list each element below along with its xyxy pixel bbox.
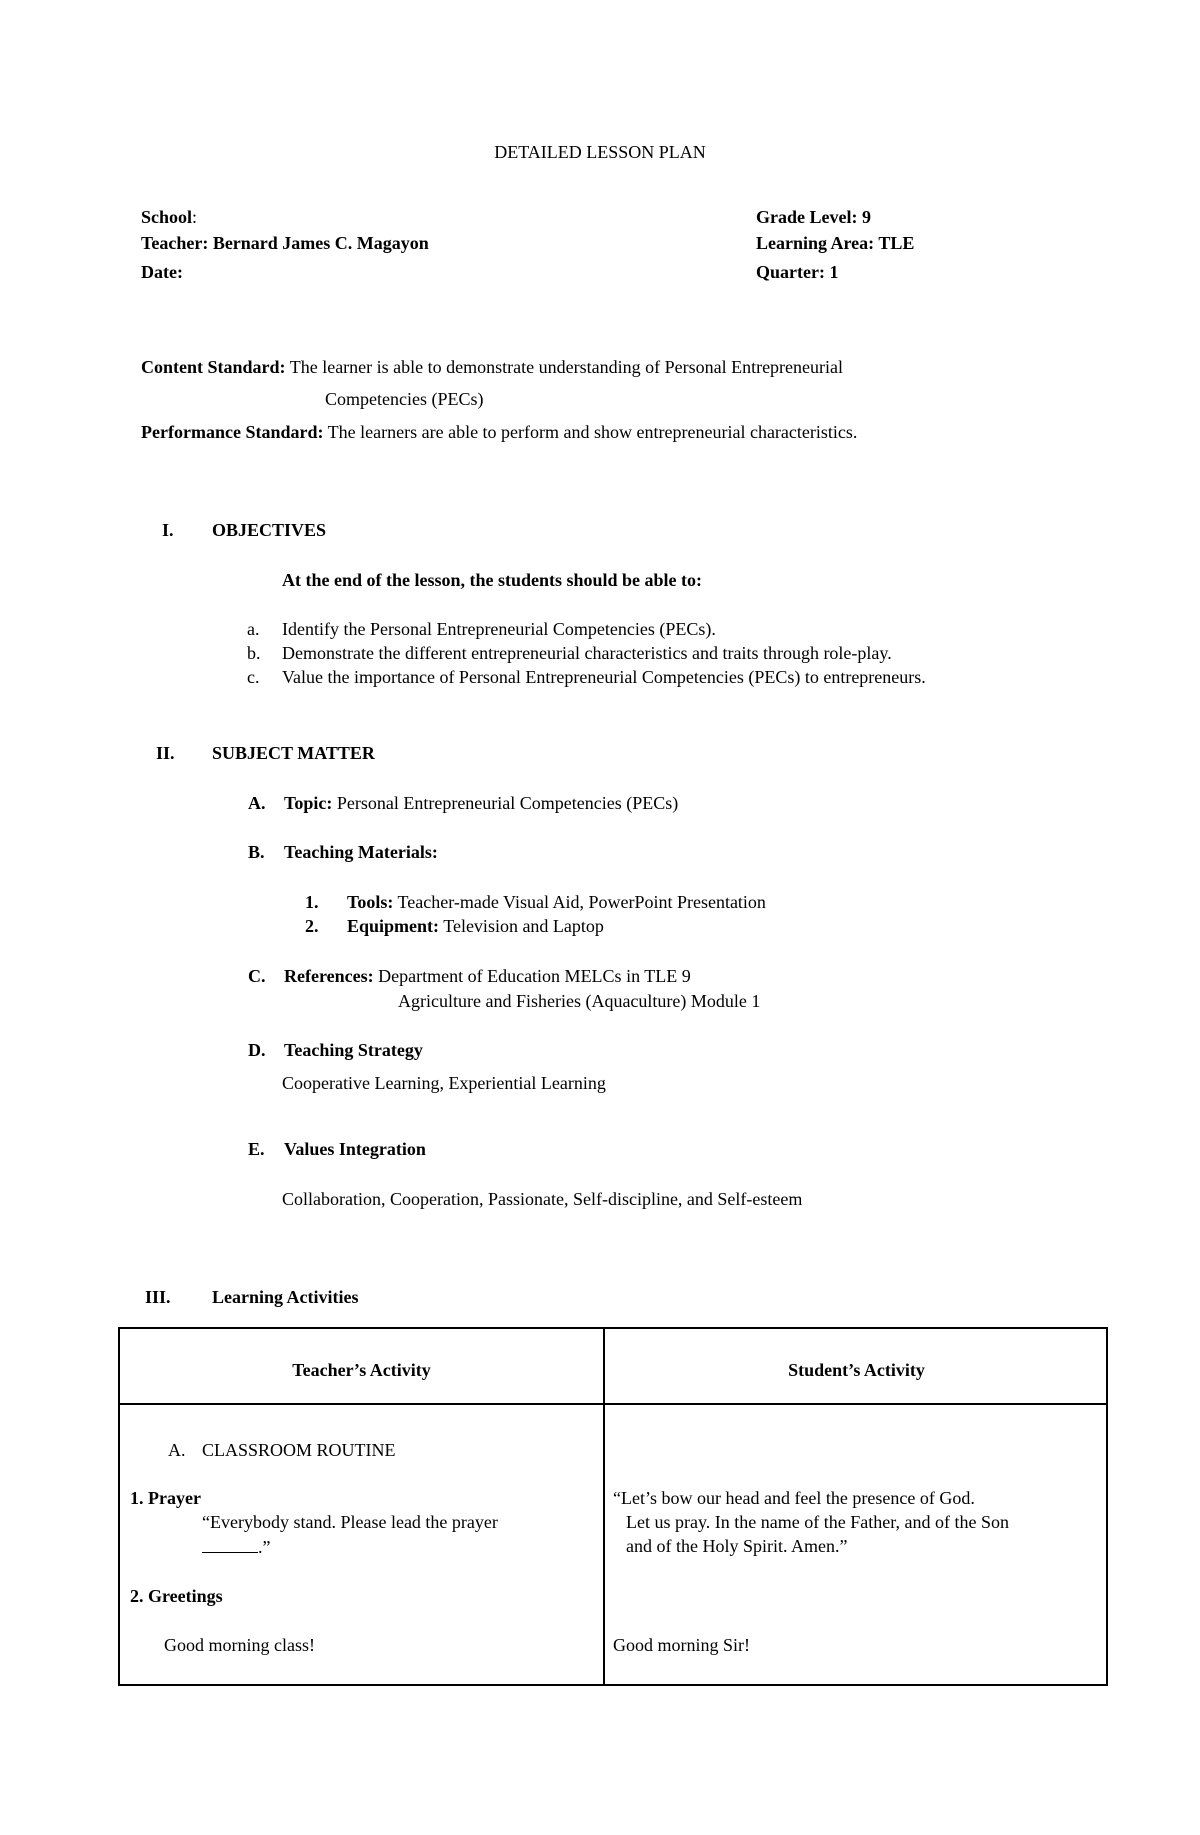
- greet-student: Good morning Sir!: [613, 1635, 750, 1655]
- prayer-teacher-line-1: “Everybody stand. Please lead the prayer: [202, 1512, 498, 1532]
- prayer-label: 1. Prayer: [130, 1488, 201, 1508]
- material-num: 1.: [305, 892, 319, 912]
- activities-heading: Learning Activities: [212, 1287, 359, 1307]
- objectives-intro: At the end of the lesson, the students should be able to:: [282, 570, 703, 590]
- routine-letter: A.: [168, 1440, 186, 1460]
- material-item: [347, 892, 766, 914]
- material-num: 2.: [305, 916, 319, 936]
- performance-standard: [141, 422, 857, 444]
- col-header-teacher: Teacher’s Activity: [292, 1360, 431, 1380]
- teacher-label: Teacher: Bernard James C. Magayon: [141, 233, 429, 253]
- objectives-numeral: I.: [162, 520, 174, 540]
- subject-matter-numeral: II.: [156, 743, 175, 763]
- topic: [284, 793, 678, 815]
- references-label: References:: [284, 966, 374, 986]
- prayer-student-line-1: “Let’s bow our head and feel the presence of God.: [613, 1488, 975, 1508]
- materials-label: Teaching Materials:: [284, 842, 438, 862]
- objective-item: Identify the Personal Entrepreneurial Competencies (PECs).: [282, 619, 716, 639]
- school-label: School:: [141, 207, 198, 227]
- content-standard-text-2: Competencies (PECs): [325, 389, 484, 409]
- references-text: Department of Education MELCs in TLE 9: [378, 966, 691, 986]
- materials-letter: B.: [248, 842, 265, 862]
- material-text: Teacher-made Visual Aid, PowerPoint Presentation: [397, 892, 766, 912]
- objective-item: Value the importance of Personal Entrepreneurial Competencies (PECs) to entrepreneurs.: [282, 667, 926, 687]
- name-blank: [202, 1536, 258, 1553]
- activities-numeral: III.: [145, 1287, 171, 1307]
- material-label: Equipment:: [347, 916, 440, 936]
- greetings-label: 2. Greetings: [130, 1586, 223, 1606]
- topic-label: Topic:: [284, 793, 333, 813]
- material-text: Television and Laptop: [443, 916, 604, 936]
- objective-letter: a.: [247, 619, 260, 639]
- col-header-student: Student’s Activity: [788, 1360, 925, 1380]
- table-column-divider: [603, 1329, 605, 1684]
- values-text: Collaboration, Cooperation, Passionate, Self-discipline, and Self-esteem: [282, 1189, 803, 1209]
- content-standard-label: Content Standard:: [141, 357, 286, 377]
- quarter-label: Quarter: 1: [756, 262, 839, 282]
- objective-item: Demonstrate the different entrepreneurial characteristics and traits through role-play.: [282, 643, 892, 663]
- objective-letter: b.: [247, 643, 261, 663]
- learning-area-label: Learning Area: TLE: [756, 233, 915, 253]
- grade-level-label: Grade Level: 9: [756, 207, 871, 227]
- prayer-student-line-3: and of the Holy Spirit. Amen.”: [626, 1536, 848, 1556]
- strategy-label: Teaching Strategy: [284, 1040, 423, 1060]
- greet-teacher: Good morning class!: [164, 1635, 315, 1655]
- strategy-text: Cooperative Learning, Experiential Learning: [282, 1073, 606, 1093]
- topic-letter: A.: [248, 793, 266, 813]
- prayer-teacher-line-2: .”: [202, 1536, 271, 1559]
- values-letter: E.: [248, 1139, 265, 1159]
- strategy-letter: D.: [248, 1040, 266, 1060]
- objective-letter: c.: [247, 667, 260, 687]
- references-letter: C.: [248, 966, 266, 986]
- performance-standard-label: Performance Standard:: [141, 422, 324, 442]
- content-standard-text: The learner is able to demonstrate understanding of Personal Entrepreneurial: [289, 357, 844, 377]
- topic-text: Personal Entrepreneurial Competencies (PECs): [336, 793, 679, 813]
- references-text-2: Agriculture and Fisheries (Aquaculture) Module 1: [398, 991, 761, 1011]
- material-label: Tools:: [347, 892, 394, 912]
- page-title: DETAILED LESSON PLAN: [494, 142, 706, 162]
- table-header-divider: [120, 1403, 1106, 1405]
- performance-standard-text: The learners are able to perform and show entrepreneurial characteristics.: [327, 422, 858, 442]
- objectives-heading: OBJECTIVES: [212, 520, 327, 540]
- references: [284, 966, 691, 988]
- date-label: Date:: [141, 262, 183, 282]
- values-label: Values Integration: [284, 1139, 426, 1159]
- prayer-student-line-2: Let us pray. In the name of the Father, and of the Son: [626, 1512, 1010, 1532]
- material-item: [347, 916, 604, 938]
- routine-heading: CLASSROOM ROUTINE: [202, 1440, 396, 1460]
- subject-matter-heading: SUBJECT MATTER: [212, 743, 375, 763]
- activities-table: [118, 1327, 1108, 1686]
- content-standard: [141, 357, 843, 379]
